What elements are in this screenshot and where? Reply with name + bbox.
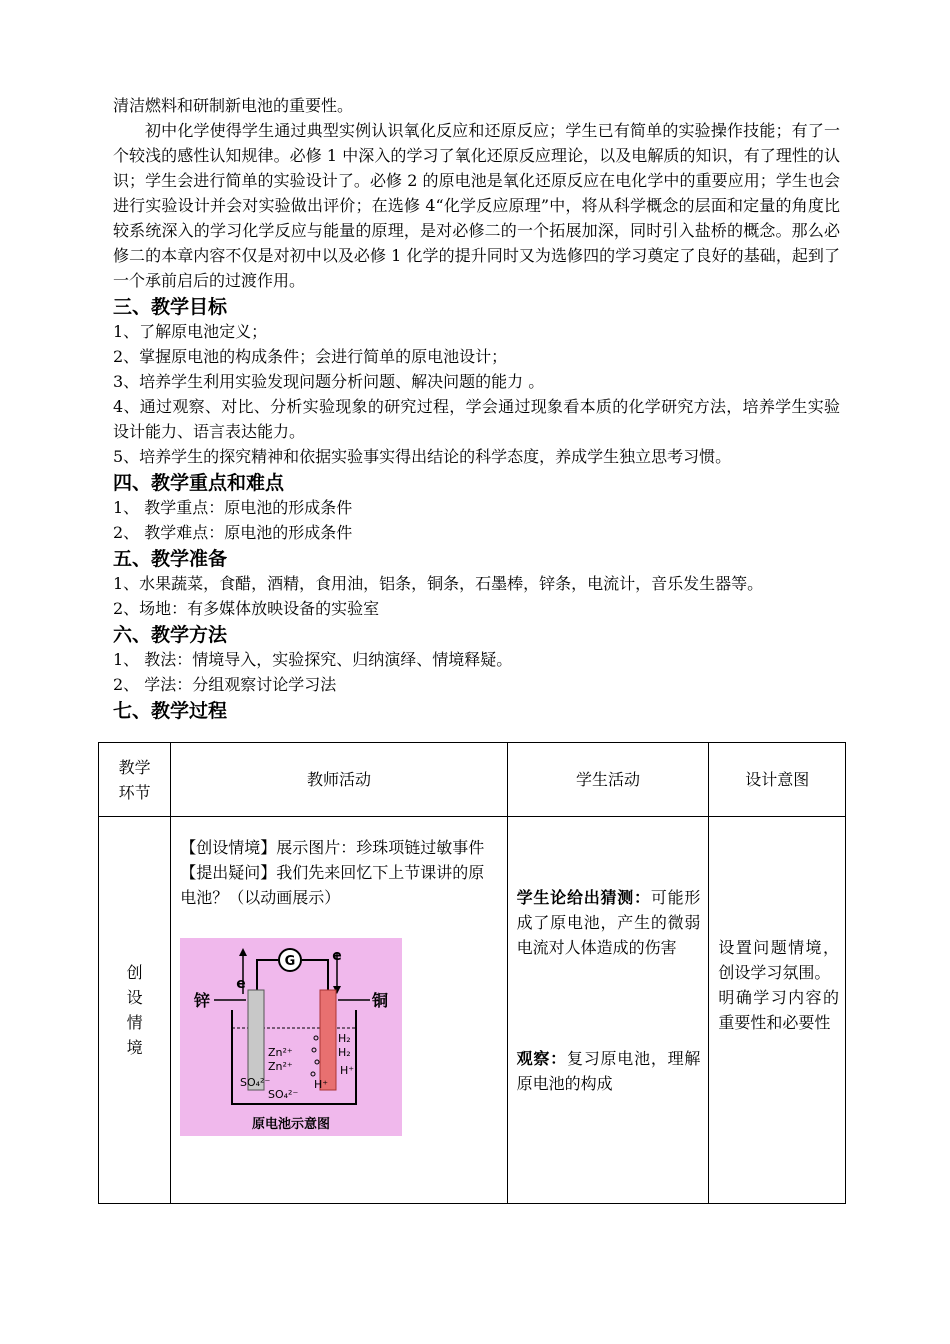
galvanic-cell-diagram (180, 938, 402, 1136)
header-stage (99, 743, 171, 817)
method-item: 2、 学法：分组观察讨论学习法 (113, 675, 337, 694)
goal-item: 1、了解原电池定义； (113, 322, 268, 341)
ion-label: H₂ (338, 1032, 351, 1045)
stage-cell (99, 817, 171, 1204)
teacher-activity: 【创设情境】展示图片：珍珠项链过敏事件 (180, 838, 485, 857)
design-intent: 明确学习内容的重要性和必要性 (718, 988, 839, 1032)
goal-item: 4、通过观察、对比、分析实验现象的研究过程，学会通过现象看本质的化学研究方法，培养学生实验设计能力、语言表达能力。 (113, 397, 840, 441)
copper-electrode (320, 990, 336, 1090)
ion-label: H⁺ (314, 1078, 329, 1091)
document-body (113, 93, 840, 723)
zinc-label: 锌 (194, 991, 211, 1010)
intro-paragraph: 初中化学使得学生通过典型实例认识氧化反应和还原反应；学生已有简单的实验操作技能；有了一个较浅的感性认知规律。必修 1 中深入的学习了氧化还原反应理论，以及电解质的知识，有了理性的认识；学生会进行简单的实验设计了。必修 2 的原电池是氧化还原反应在电化学中的重要应用；学生也会进行实验设计并会对实验做出评价；在选修 4“化学反应原理”中，将从科学概念的层面和定量的角度比较系统深入的学习化学反应与能量的原理，是对必修二的一个拓展加深，同时引入盐桥的概念。那么必修二的本章内容不仅是对初中以及必修 1 化学的提升同时又为选修四的学习奠定了良好的基础，起到了一个承前启后的过渡作用。 (113, 121, 840, 290)
student-activity-text: 复习原电池，理解原电池的构成 (516, 1049, 701, 1093)
goal-item: 3、培养学生利用实验发现问题分析问题、解决问题的能力 。 (113, 372, 545, 391)
teacher-activity: 【提出疑问】我们先来回忆下上节课讲的原电池？（以动画展示） (180, 863, 485, 907)
diagram-caption: 原电池示意图 (252, 1117, 331, 1132)
method-item: 1、 教法：情境导入，实验探究、归纳演绎、情境释疑。 (113, 650, 513, 669)
stage-char: 创 (126, 963, 143, 982)
header-student: 学生活动 (507, 743, 709, 817)
section-title-methods: 六、教学方法 (113, 624, 228, 646)
student-activity-lead: 学生论给出猜测： (516, 888, 651, 907)
electron-label-left: e (236, 976, 247, 992)
design-cell (709, 817, 846, 1204)
student-activity-lead: 观察： (516, 1049, 567, 1068)
ion-label: H⁺ (340, 1064, 355, 1077)
section-title-prep: 五、教学准备 (113, 548, 228, 570)
header-teacher: 教师活动 (171, 743, 507, 817)
section-title-keypoints: 四、教学重点和难点 (113, 472, 285, 494)
stage-char: 情 (126, 1013, 143, 1032)
header-stage-line: 环节 (118, 782, 151, 802)
ion-label: H₂ (338, 1046, 351, 1059)
ion-label: SO₄²⁻ (268, 1088, 299, 1101)
goal-item: 2、掌握原电池的构成条件；会进行简单的原电池设计； (113, 347, 508, 366)
copper-label: 铜 (372, 991, 389, 1010)
stage-char: 设 (126, 988, 143, 1007)
teacher-cell (171, 817, 507, 1204)
goal-item: 5、培养学生的探究精神和依据实验事实得出结论的科学态度，养成学生独立思考习惯。 (113, 447, 732, 466)
process-table (98, 742, 846, 1204)
section-title-goals: 三、教学目标 (113, 296, 228, 318)
design-intent: 设置问题情境，创设学习氛围。 (718, 938, 839, 982)
student-activity-text: 可能形成了原电池，产生的微弱电流对人体造成的伤害 (516, 888, 701, 957)
section-title-process: 七、教学过程 (113, 700, 228, 722)
meter-label: G (284, 954, 296, 969)
prep-item: 1、水果蔬菜，食醋，酒精，食用油，铝条，铜条，石墨棒，锌条，电流计，音乐发生器等。 (113, 574, 764, 593)
stage-char: 境 (126, 1038, 143, 1057)
galvanic-cell-svg (180, 938, 402, 1136)
student-activity (517, 1046, 701, 1096)
zinc-electrode (248, 990, 264, 1090)
prep-item: 2、场地：有多媒体放映设备的实验室 (113, 599, 380, 618)
student-activity (517, 885, 701, 960)
header-design: 设计意图 (709, 743, 846, 817)
keypoint-item: 1、 教学重点：原电池的形成条件 (113, 498, 353, 517)
keypoint-item: 2、 教学难点：原电池的形成条件 (113, 523, 353, 542)
header-stage-line: 教学 (118, 757, 151, 777)
ion-label: Zn²⁺ (268, 1046, 294, 1059)
ion-label: Zn²⁺ (268, 1060, 294, 1073)
student-cell (507, 817, 709, 1204)
electron-label-right: e (332, 948, 343, 964)
intro-line: 清洁燃料和研制新电池的重要性。 (113, 96, 354, 115)
ion-label: SO₄²⁻ (240, 1076, 271, 1089)
